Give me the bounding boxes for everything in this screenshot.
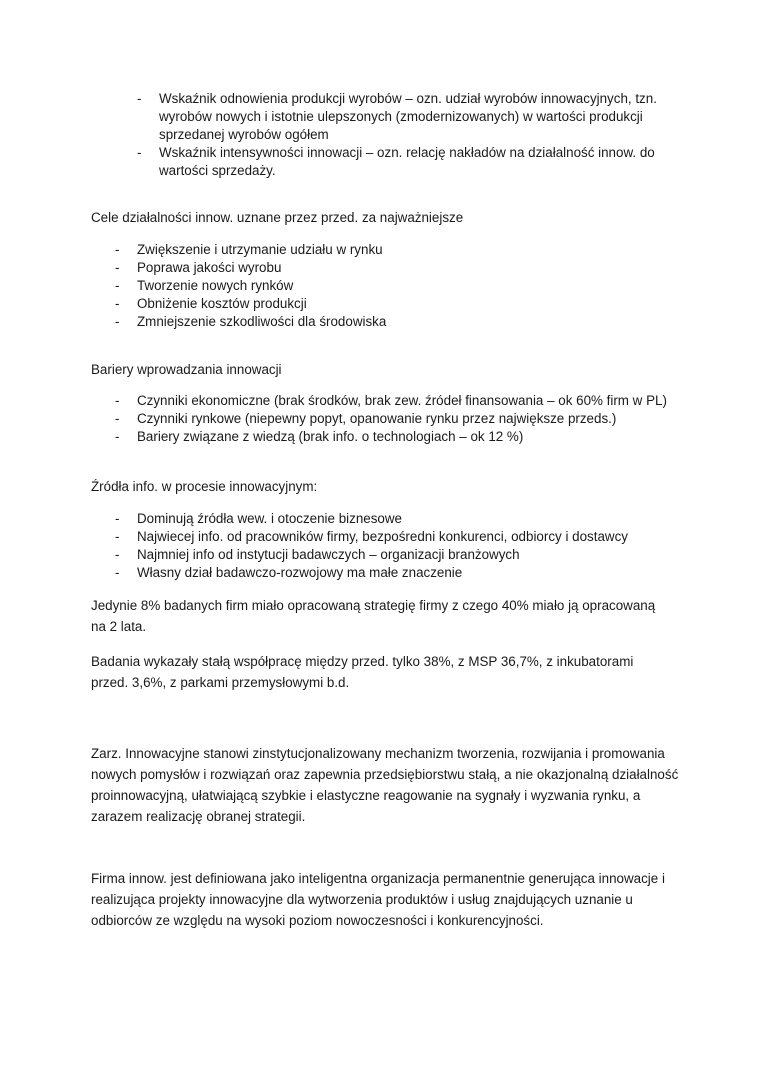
list-item: - Czynniki ekonomiczne (brak środków, brak zew. źródeł finansowania – ok 60% firm w PL) [115, 393, 667, 408]
list-item: - Wskaźnik odnowienia produkcji wyrobów – ozn. udział wyrobów innowacyjnych, tzn. wyrobów nowych i istotnie ulepszonych (zmodernizowanych) w wartości produkcji sprzedanej wyrobów ogółem [137, 91, 657, 142]
indicators-list [137, 90, 659, 180]
list-bullet: - [115, 278, 120, 293]
list-item: - Tworzenie nowych rynków [115, 278, 294, 293]
goals-heading: Cele działalności innow. uznane przez przed. za najważniejsze [91, 210, 464, 225]
list-item: - Obniżenie kosztów produkcji [115, 296, 307, 311]
list-bullet: - [115, 296, 120, 311]
list-bullet: - [115, 314, 120, 329]
company-paragraph: Firma innow. jest definiowana jako inteligentna organizacja permanentnie generująca innowacje i realizująca projekty innowacyjne dla wytworzenia produktów i usług znajdujących uznanie u odbiorców ze względu na wysoki poziom nowoczesności i konkurencyjności. [91, 871, 665, 928]
strategy-paragraph: Jedynie 8% badanych firm miało opracowaną strategię firmy z czego 40% miało ją opracowaną na 2 lata. [91, 598, 656, 634]
list-bullet: - [115, 529, 120, 544]
list-bullet: - [115, 393, 120, 408]
list-item: - Zwiększenie i utrzymanie udziału w rynku [115, 242, 383, 257]
list-bullet: - [115, 565, 120, 580]
list-item: - Wskaźnik intensywności innowacji – ozn. relację nakładów na działalność innow. do wartości sprzedaży. [137, 145, 655, 178]
list-bullet: - [115, 511, 120, 526]
goals-list [115, 241, 677, 331]
list-item: - Bariery związane z wiedzą (brak info. o technologiach – ok 12 %) [115, 429, 524, 444]
management-paragraph: Zarz. Innowacyjne stanowi zinstytucjonalizowany mechanizm tworzenia, rozwijania i promowania nowych pomysłów i rozwiązań oraz zapewnia przedsiębiorstwu stałą, a nie okazjonalną działalność proinnowacyjną, ułatwiającą szybkie i elastyczne reagowanie na sygnały i wyzwania rynku, a zarazem realizację obranej strategii. [91, 746, 679, 824]
cooperation-paragraph: Badania wykazały stałą współpracę między przed. tylko 38%, z MSP 36,7%, z inkubatorami przed. 3,6%, z parkami przemysłowymi b.d. [91, 654, 634, 690]
list-bullet: - [115, 242, 120, 257]
list-item: - Własny dział badawczo-rozwojowy ma małe znaczenie [115, 565, 463, 580]
list-bullet: - [137, 145, 142, 160]
list-item: - Zmniejszenie szkodliwości dla środowiska [115, 314, 387, 329]
list-item: - Najmniej info od instytucji badawczych – organizacji branżowych [115, 547, 520, 562]
list-item: - Dominują źródła wew. i otoczenie biznesowe [115, 511, 402, 526]
list-item: - Poprawa jakości wyrobu [115, 260, 282, 275]
list-bullet: - [115, 547, 120, 562]
list-item: - Czynniki rynkowe (niepewny popyt, opanowanie rynku przez największe przeds.) [115, 411, 617, 426]
list-item: - Najwiecej info. od pracowników firmy, bezpośredni konkurenci, odbiorcy i dostawcy [115, 529, 628, 544]
sources-list [115, 510, 677, 582]
list-bullet: - [137, 91, 142, 106]
list-bullet: - [115, 260, 120, 275]
list-bullet: - [115, 429, 120, 444]
list-bullet: - [115, 411, 120, 426]
barriers-heading: Bariery wprowadzania innowacji [91, 362, 282, 377]
barriers-list [115, 392, 677, 446]
sources-heading: Źródła info. w procesie innowacyjnym: [91, 479, 318, 494]
